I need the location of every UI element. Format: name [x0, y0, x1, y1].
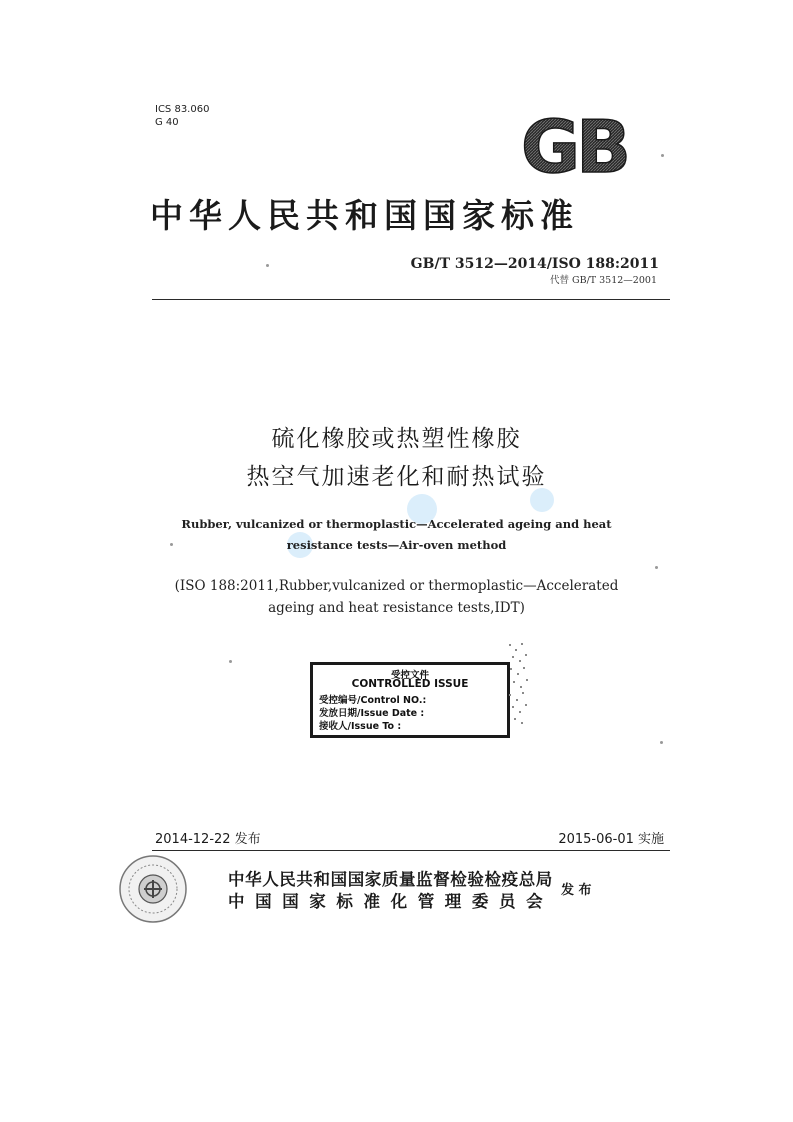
title-en-line2: resistance tests—Air-oven method [286, 538, 507, 552]
replaces-standard: 代替 GB/T 3512—2001 [549, 275, 657, 286]
svg-text:GB: GB [521, 112, 627, 178]
stamp-issue-to: 接收人/Issue To : [319, 721, 402, 732]
ink-blot [530, 488, 554, 512]
title-cn-line1: 硫化橡胶或热塑性橡胶 [271, 426, 522, 452]
stamp-issue-date: 发放日期/Issue Date : [319, 708, 425, 719]
dust-speck [266, 264, 269, 267]
implementation-date: 2015-06-01 实施 [558, 832, 664, 847]
header-divider [152, 299, 670, 300]
iso-equivalence-line2: ageing and heat resistance tests,IDT) [268, 600, 525, 616]
stamp-control-no: 受控编号/Control NO.: [319, 695, 427, 706]
stamp-title-en: CONTROLLED ISSUE [351, 678, 469, 690]
dust-speck [229, 660, 232, 663]
classification-codes [155, 103, 209, 129]
iso-equivalence-line1: (ISO 188:2011,Rubber,vulcanized or thermoplastic—Accelerated [174, 578, 619, 594]
ics-code: ICS 83.060 [155, 104, 210, 115]
ccs-code: G 40 [155, 117, 179, 128]
issuing-org-line1: 中华人民共和国国家质量监督检验检疫总局 [228, 870, 553, 889]
issuing-authority-seal [117, 853, 189, 925]
national-standard-heading: 中华人民共和国国家标准 [150, 196, 579, 235]
title-cn-line2: 热空气加速老化和耐热试验 [246, 464, 547, 490]
dust-speck [661, 154, 664, 157]
issuing-org-line2: 中国国家标准化管理委员会 [228, 892, 554, 911]
publish-label: 发 布 [561, 883, 592, 898]
standard-number: GB/T 3512—2014/ISO 188:2011 [410, 256, 659, 272]
scan-noise [507, 640, 531, 726]
footer-divider [152, 850, 670, 851]
title-en-line1: Rubber, vulcanized or thermoplastic—Accelerated ageing and heat [181, 517, 612, 531]
dust-speck [660, 741, 663, 744]
stamp-title-cn: 受控文件 [390, 670, 429, 681]
dust-speck [655, 566, 658, 569]
issue-date: 2014-12-22 发布 [155, 832, 261, 847]
controlled-issue-stamp [310, 662, 510, 738]
gb-logo [512, 112, 637, 178]
